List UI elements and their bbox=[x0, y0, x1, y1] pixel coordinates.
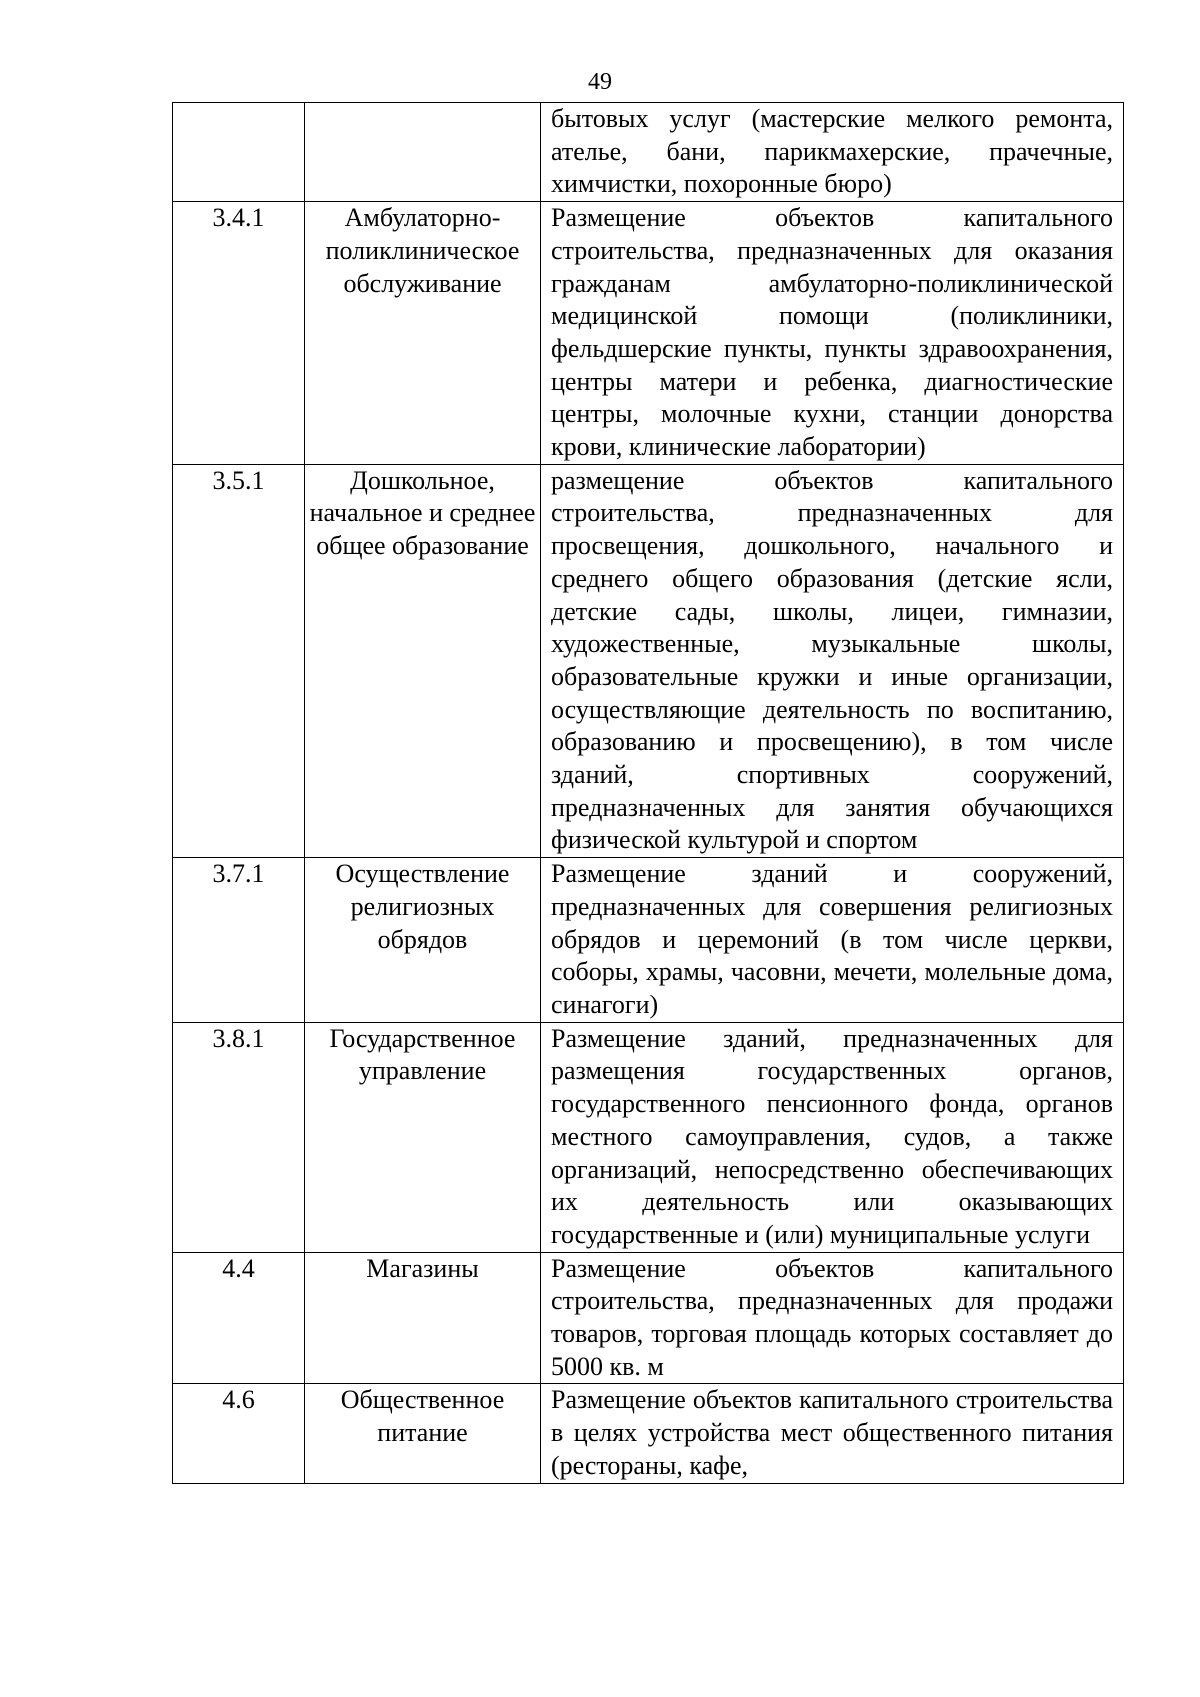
row-description: бытовых услуг (мастерские мелкого ремонта, ателье, бани, парикмахерские, прачечные, химчистки, похоронные бюро) bbox=[541, 103, 1124, 202]
row-code: 3.8.1 bbox=[173, 1022, 305, 1252]
row-name bbox=[305, 103, 541, 202]
row-description: размещение объектов капитального строительства, предназначенных для просвещения, дошкольного, начального и среднего общего образования (детские ясли, детские сады, школы, лицеи, гимназии, художественные, музыкальные школы, образовательные кружки и иные организации, осуществляющие деятельность по воспитанию, образованию и просвещению), в том числе зданий, спортивных сооружений, предназначенных для занятия обучающихся физической культурой и спортом bbox=[541, 464, 1124, 857]
page-number: 49 bbox=[588, 69, 612, 95]
row-description: Размещение зданий и сооружений, предназначенных для совершения религиозных обрядов и церемоний (в том числе церкви, соборы, храмы, часовни, мечети, молельные дома, синагоги) bbox=[541, 858, 1124, 1023]
table-row bbox=[173, 1384, 1124, 1483]
table-row bbox=[173, 464, 1124, 857]
row-code: 3.4.1 bbox=[173, 202, 305, 465]
row-name: Магазины bbox=[305, 1252, 541, 1384]
row-name: Государственное управление bbox=[305, 1022, 541, 1252]
row-description: Размещение зданий, предназначенных для размещения государственных органов, государственного пенсионного фонда, органов местного самоуправления, судов, а также организаций, непосредственно обеспечивающих их деятельность или оказывающих государственные и (или) муниципальные услуги bbox=[541, 1022, 1124, 1252]
row-name: Осуществление религиозных обрядов bbox=[305, 858, 541, 1023]
land-use-table bbox=[172, 102, 1124, 1484]
table-row bbox=[173, 1022, 1124, 1252]
row-code: 4.6 bbox=[173, 1384, 305, 1483]
table-row bbox=[173, 103, 1124, 202]
row-description: Размещение объектов капитального строительства, предназначенных для оказания гражданам амбулаторно-поликлинической медицинской помощи (поликлиники, фельдшерские пункты, пункты здравоохранения, центры матери и ребенка, диагностические центры, молочные кухни, станции донорства крови, клинические лаборатории) bbox=[541, 202, 1124, 465]
row-description: Размещение объектов капитального строительства в целях устройства мест общественного питания (рестораны, кафе, bbox=[541, 1384, 1124, 1483]
row-name: Дошкольное, начальное и среднее общее образование bbox=[305, 464, 541, 857]
table-row bbox=[173, 1252, 1124, 1384]
row-code: 4.4 bbox=[173, 1252, 305, 1384]
table-row bbox=[173, 202, 1124, 465]
row-code: 3.5.1 bbox=[173, 464, 305, 857]
row-code: 3.7.1 bbox=[173, 858, 305, 1023]
row-name: Общественное питание bbox=[305, 1384, 541, 1483]
row-description: Размещение объектов капитального строительства, предназначенных для продажи товаров, торговая площадь которых составляет до 5000 кв. м bbox=[541, 1252, 1124, 1384]
row-name: Амбулаторно-поликлиническое обслуживание bbox=[305, 202, 541, 465]
row-code bbox=[173, 103, 305, 202]
table-row bbox=[173, 858, 1124, 1023]
